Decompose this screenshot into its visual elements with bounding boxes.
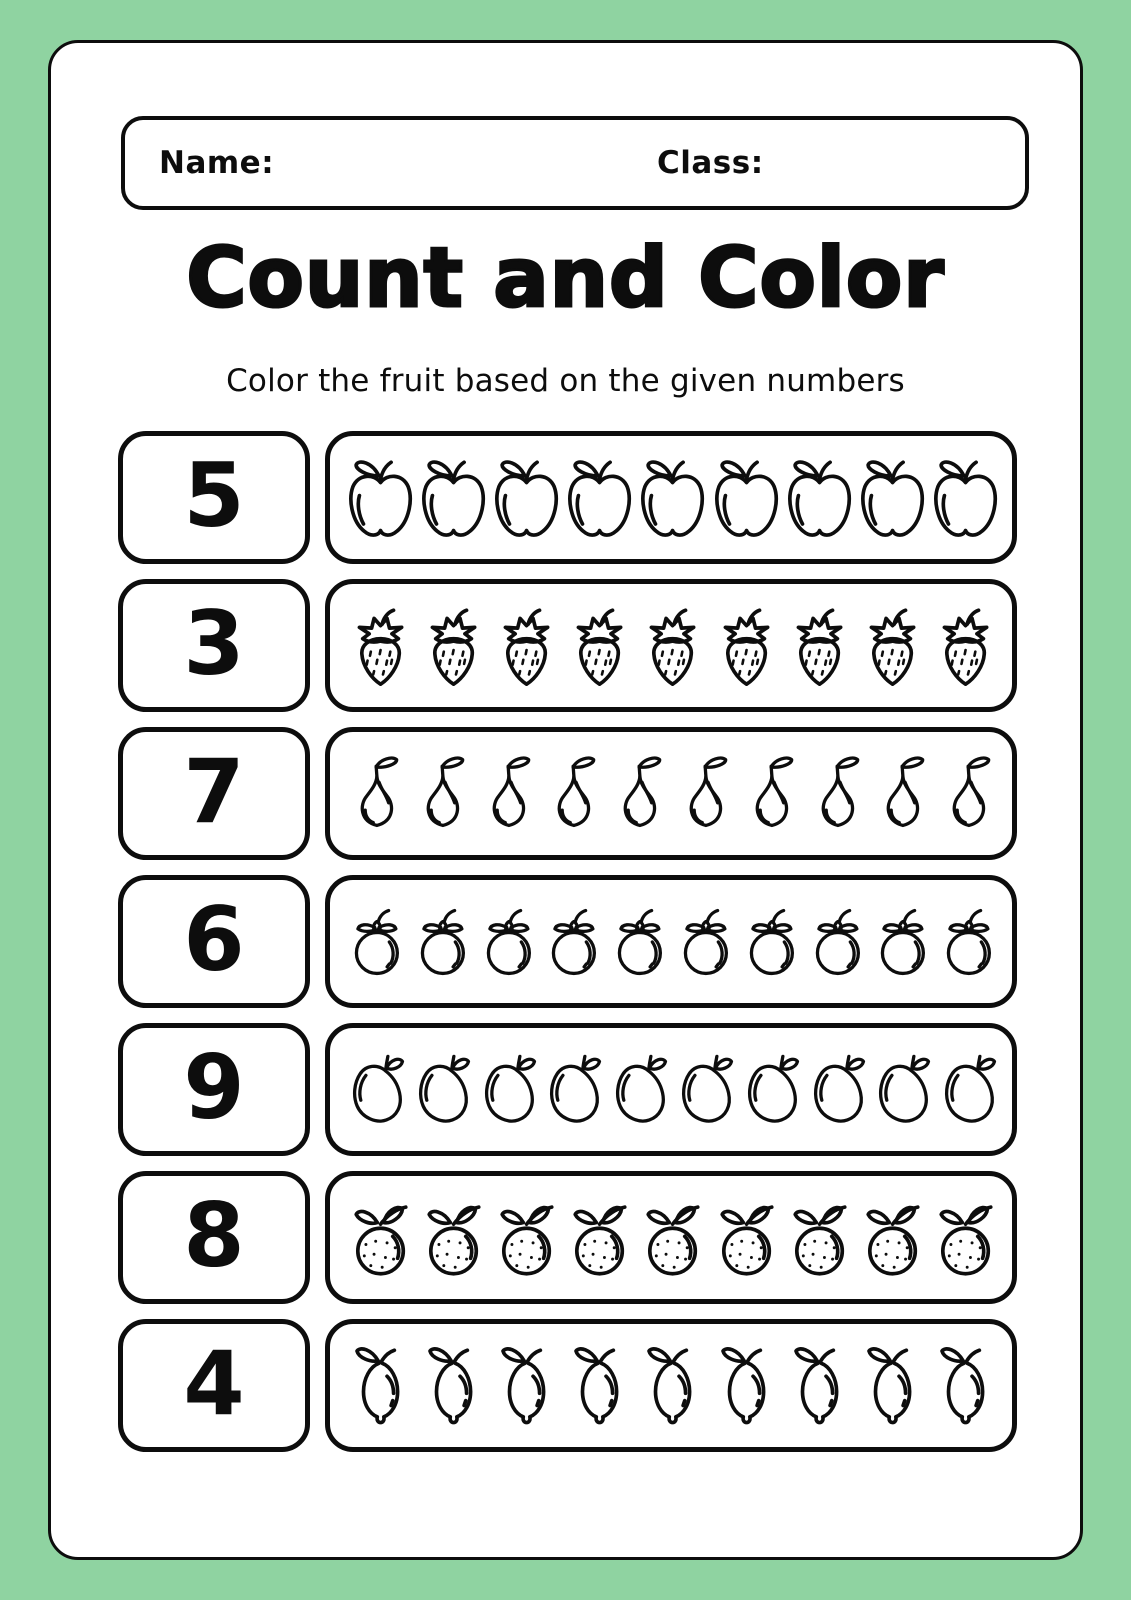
apple-icon xyxy=(417,441,490,555)
name-label: Name: xyxy=(159,145,275,181)
mango-icon xyxy=(344,1033,410,1147)
orange-icon xyxy=(856,1181,929,1295)
strawberry-icon xyxy=(417,589,490,703)
count-row xyxy=(118,579,1017,712)
fruit-box xyxy=(325,875,1017,1008)
lemon-icon xyxy=(490,1329,563,1443)
pear-icon xyxy=(541,737,607,851)
count-row xyxy=(118,431,1017,564)
number-box xyxy=(118,727,310,860)
fruit-box xyxy=(325,727,1017,860)
count-row xyxy=(118,1319,1017,1452)
count-row xyxy=(118,1171,1017,1304)
row-number: 7 xyxy=(183,739,245,843)
number-box xyxy=(118,1319,310,1452)
strawberry-icon xyxy=(563,589,636,703)
lemon-icon xyxy=(783,1329,856,1443)
orange-icon xyxy=(929,1181,1002,1295)
pear-icon xyxy=(739,737,805,851)
strawberry-icon xyxy=(344,589,417,703)
strawberry-icon xyxy=(490,589,563,703)
mango-icon xyxy=(410,1033,476,1147)
number-box xyxy=(118,431,310,564)
pear-icon xyxy=(870,737,936,851)
row-number: 9 xyxy=(183,1035,245,1139)
apple-icon xyxy=(783,441,856,555)
mangosteen-icon xyxy=(541,885,607,999)
number-box xyxy=(118,1023,310,1156)
orange-icon xyxy=(417,1181,490,1295)
mango-icon xyxy=(476,1033,542,1147)
pear-icon xyxy=(344,737,410,851)
mangosteen-icon xyxy=(410,885,476,999)
orange-icon xyxy=(636,1181,709,1295)
pear-icon xyxy=(410,737,476,851)
pear-icon xyxy=(476,737,542,851)
count-row xyxy=(118,875,1017,1008)
mango-icon xyxy=(739,1033,805,1147)
lemon-icon xyxy=(929,1329,1002,1443)
apple-icon xyxy=(929,441,1002,555)
fruit-box xyxy=(325,431,1017,564)
apple-icon xyxy=(636,441,709,555)
fruit-box xyxy=(325,579,1017,712)
number-box xyxy=(118,1171,310,1304)
mango-icon xyxy=(936,1033,1002,1147)
worksheet-page xyxy=(48,40,1083,1560)
mango-icon xyxy=(805,1033,871,1147)
lemon-icon xyxy=(563,1329,636,1443)
apple-icon xyxy=(710,441,783,555)
apple-icon xyxy=(563,441,636,555)
strawberry-icon xyxy=(929,589,1002,703)
count-row xyxy=(118,1023,1017,1156)
orange-icon xyxy=(563,1181,636,1295)
count-row xyxy=(118,727,1017,860)
row-number: 6 xyxy=(183,887,245,991)
name-class-box xyxy=(121,116,1029,210)
pear-icon xyxy=(805,737,871,851)
orange-icon xyxy=(783,1181,856,1295)
pear-icon xyxy=(607,737,673,851)
mangosteen-icon xyxy=(344,885,410,999)
row-number: 4 xyxy=(183,1331,245,1435)
mangosteen-icon xyxy=(870,885,936,999)
mangosteen-icon xyxy=(936,885,1002,999)
mangosteen-icon xyxy=(805,885,871,999)
lemon-icon xyxy=(636,1329,709,1443)
orange-icon xyxy=(710,1181,783,1295)
pear-icon xyxy=(936,737,1002,851)
mangosteen-icon xyxy=(607,885,673,999)
worksheet-title: Count and Color xyxy=(186,231,945,326)
row-number: 8 xyxy=(183,1183,245,1287)
fruit-box xyxy=(325,1023,1017,1156)
mangosteen-icon xyxy=(476,885,542,999)
row-number: 5 xyxy=(183,443,245,547)
mangosteen-icon xyxy=(673,885,739,999)
orange-icon xyxy=(490,1181,563,1295)
number-box xyxy=(118,875,310,1008)
strawberry-icon xyxy=(710,589,783,703)
class-label: Class: xyxy=(657,145,764,181)
apple-icon xyxy=(856,441,929,555)
fruit-box xyxy=(325,1319,1017,1452)
worksheet-subtitle: Color the fruit based on the given numbers xyxy=(226,363,905,399)
mango-icon xyxy=(673,1033,739,1147)
apple-icon xyxy=(344,441,417,555)
lemon-icon xyxy=(710,1329,783,1443)
mango-icon xyxy=(607,1033,673,1147)
mango-icon xyxy=(870,1033,936,1147)
number-box xyxy=(118,579,310,712)
lemon-icon xyxy=(856,1329,929,1443)
lemon-icon xyxy=(344,1329,417,1443)
pear-icon xyxy=(673,737,739,851)
strawberry-icon xyxy=(636,589,709,703)
count-rows xyxy=(118,431,1017,1452)
mango-icon xyxy=(541,1033,607,1147)
row-number: 3 xyxy=(183,591,245,695)
strawberry-icon xyxy=(783,589,856,703)
lemon-icon xyxy=(417,1329,490,1443)
mangosteen-icon xyxy=(739,885,805,999)
fruit-box xyxy=(325,1171,1017,1304)
apple-icon xyxy=(490,441,563,555)
strawberry-icon xyxy=(856,589,929,703)
orange-icon xyxy=(344,1181,417,1295)
